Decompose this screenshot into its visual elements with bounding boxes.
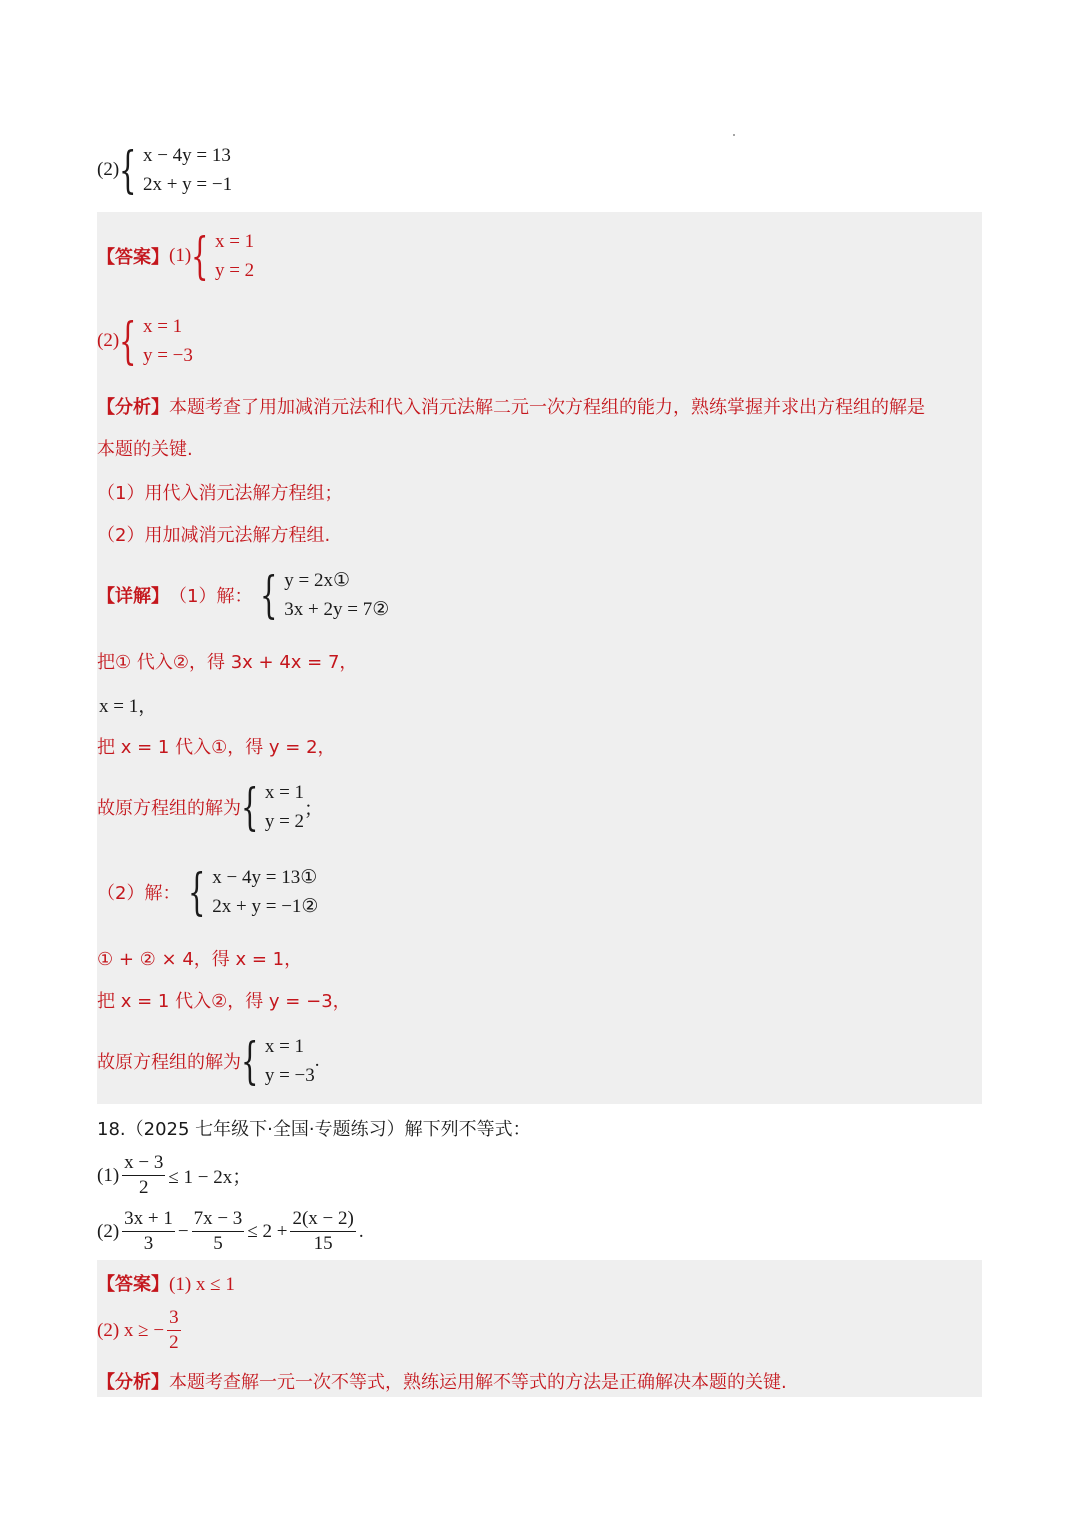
- brace-icon: {: [188, 863, 206, 921]
- detail17-step5: 把 x = 1 代入②，得 y = −3，: [97, 991, 351, 1012]
- detail17-part2-system: [97, 863, 318, 921]
- problem18-part2-label: (2): [97, 1220, 120, 1242]
- speck-mark: [733, 134, 735, 136]
- brace-icon: {: [241, 778, 259, 836]
- analysis-tag: 【分析】: [97, 1372, 169, 1393]
- answer17-part2-label: (2): [97, 330, 120, 351]
- fraction-numerator: 2(x − 2): [290, 1207, 355, 1232]
- detail17-part1-system: [97, 566, 389, 624]
- problem18-part2-mid: ≤ 2 +: [247, 1220, 288, 1242]
- problem18-part2-fraction3: [290, 1207, 355, 1256]
- fraction-denominator: 15: [313, 1233, 333, 1254]
- detail17-result1-eq1: x = 1: [264, 782, 305, 803]
- answer17-part2: [97, 312, 193, 370]
- problem18-part2-fraction1: [122, 1207, 175, 1256]
- analysis18-line: [97, 1368, 787, 1394]
- detail17-part1-eq1: y = 2x①: [284, 570, 351, 591]
- problem17-part2-label: (2): [97, 159, 120, 180]
- detail17-result1-text: 故原方程组的解为: [97, 798, 241, 819]
- answer17-part1-eq2: y = 2: [214, 260, 255, 281]
- brace-icon: {: [119, 312, 137, 370]
- fraction-numerator: 3: [167, 1306, 181, 1331]
- detail17-part2-eq1: x − 4y = 13①: [212, 867, 318, 888]
- detail17-part1-intro: （1）解：: [169, 586, 253, 607]
- answer-tag: 【答案】: [97, 1274, 169, 1295]
- analysis17-item1: （1）用代入消元法解方程组；: [97, 483, 343, 504]
- answer17-part1: [97, 227, 254, 285]
- answer17-part2-eq2: y = −3: [142, 345, 193, 366]
- problem18-part2-end: .: [358, 1220, 364, 1242]
- detail17-step2: x = 1，: [99, 696, 158, 717]
- answer-tag: 【答案】: [97, 247, 169, 268]
- answer18-part1: (1) x ≤ 1: [169, 1274, 235, 1295]
- detail17-step4: ① + ② × 4，得 x = 1，: [97, 949, 303, 970]
- detail-tag: 【详解】: [97, 586, 169, 607]
- problem17-eq1: x − 4y = 13: [142, 145, 231, 166]
- answer18-part2-fraction: [167, 1306, 181, 1355]
- brace-icon: {: [119, 141, 137, 199]
- detail17-result2-eq1: x = 1: [264, 1036, 305, 1057]
- detail17-result1-end: ；: [304, 798, 324, 820]
- detail17-part2-intro: （2）解：: [97, 883, 181, 904]
- analysis17-item2: （2）用加减消元法解方程组.: [97, 525, 331, 546]
- detail17-result2-eq2: y = −3: [264, 1065, 315, 1086]
- problem18-part2: [97, 1207, 364, 1256]
- fraction-numerator: 3x + 1: [122, 1207, 175, 1232]
- problem18-part1-fraction: [122, 1151, 165, 1200]
- detail17-result1-eq2: y = 2: [264, 811, 305, 832]
- brace-icon: {: [260, 566, 278, 624]
- fraction-numerator: 7x − 3: [192, 1207, 245, 1232]
- problem18-heading: 18.（2025 七年级下·全国·专题练习）解下列不等式：: [97, 1119, 531, 1140]
- fraction-denominator: 2: [169, 1332, 179, 1353]
- detail17-part1-eq2: 3x + 2y = 7②: [284, 599, 390, 620]
- problem18-part1-rest: ≤ 1 − 2x；: [168, 1167, 252, 1188]
- analysis17-line2: 本题的关键.: [97, 439, 193, 460]
- fraction-denominator: 3: [143, 1233, 154, 1254]
- fraction-denominator: 5: [213, 1233, 223, 1254]
- minus-sign: −: [177, 1220, 189, 1242]
- analysis17-line1: [97, 393, 925, 419]
- analysis17-text: 本题考查了用加减消元法和代入消元法解二元一次方程组的能力，熟练掌握并求出方程组的解是: [169, 397, 925, 418]
- answer17-part2-eq1: x = 1: [142, 316, 183, 337]
- fraction-numerator: x − 3: [122, 1151, 165, 1176]
- answer17-part1-eq1: x = 1: [214, 231, 255, 252]
- problem18-part1-label: (1): [97, 1164, 120, 1186]
- problem17-eq2: 2x + y = −1: [142, 174, 233, 195]
- answer18-part2-line: [97, 1306, 184, 1355]
- problem17-part2-system: [97, 141, 232, 199]
- problem18-part1: [97, 1151, 251, 1200]
- analysis18-text: 本题考查解一元一次不等式，熟练运用解不等式的方法是正确解决本题的关键.: [169, 1372, 787, 1393]
- detail17-step1: 把① 代入②，得 3x + 4x = 7，: [97, 652, 358, 673]
- detail17-result2: [97, 1032, 320, 1090]
- brace-icon: {: [191, 227, 209, 285]
- fraction-denominator: 2: [139, 1177, 149, 1198]
- analysis-tag: 【分析】: [97, 397, 169, 418]
- answer18-part2-label: (2) x ≥ −: [97, 1319, 165, 1341]
- answer18-part1-line: [97, 1270, 235, 1296]
- brace-icon: {: [241, 1032, 259, 1090]
- problem18-part2-fraction2: [192, 1207, 245, 1256]
- answer17-part1-label: (1): [169, 245, 192, 266]
- detail17-result2-text: 故原方程组的解为: [97, 1052, 241, 1073]
- detail17-result1: [97, 778, 323, 836]
- detail17-step3: 把 x = 1 代入①，得 y = 2，: [97, 737, 336, 758]
- detail17-result2-end: .: [314, 1050, 320, 1071]
- detail17-part2-eq2: 2x + y = −1②: [212, 896, 319, 917]
